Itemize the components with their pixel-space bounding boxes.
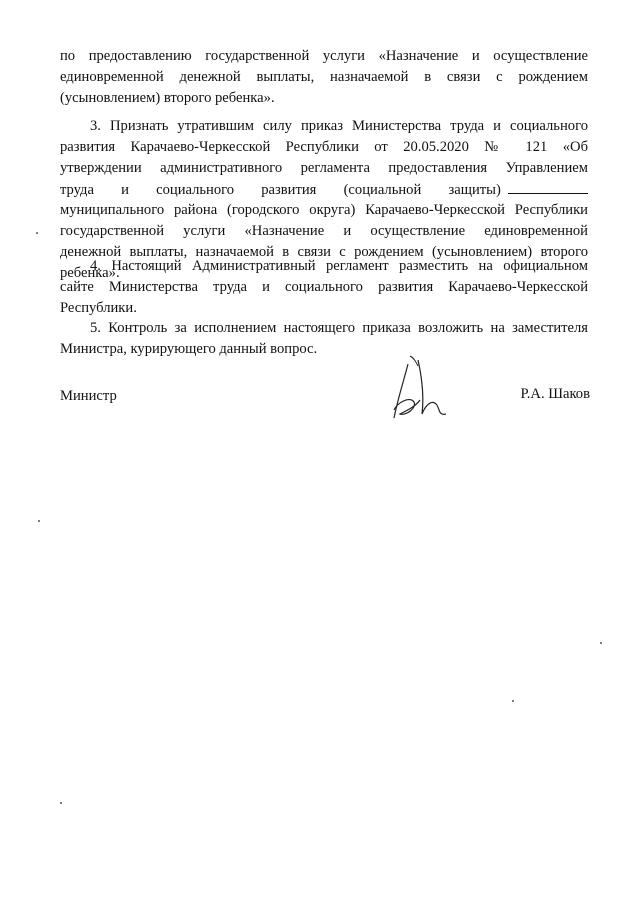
paragraph-5-line: 5. Контроль за исполнением настоящего приказа возложить на заместителя bbox=[90, 320, 588, 336]
paragraph-3-line-text: труда и социального развития (социальной защиты) bbox=[60, 182, 501, 198]
paragraph-3-line: 3. Признать утратившим силу приказ Министерства труда и социального bbox=[90, 118, 588, 134]
intro-line: единовременной денежной выплаты, назначаемой в связи с рождением bbox=[60, 69, 588, 85]
paragraph-3-line: государственной услуги «Назначение и осуществление единовременной bbox=[60, 223, 588, 239]
paragraph-3-line: утверждении административного регламента предоставления Управлением bbox=[60, 160, 588, 176]
signature-block bbox=[60, 386, 590, 416]
paragraph-3-line: денежной выплаты, назначаемой в связи с рождением (усыновлением) второго bbox=[60, 244, 588, 260]
scan-speck bbox=[60, 802, 62, 804]
intro-paragraph bbox=[60, 46, 588, 109]
paragraph-3-line: развития Карачаево-Черкесской Республики от 20.05.2020 № 121 «Об bbox=[60, 139, 588, 155]
signatory-title: Министр bbox=[60, 388, 117, 404]
scan-speck bbox=[36, 232, 38, 234]
paragraph-5-line: Министра, курирующего данный вопрос. bbox=[60, 341, 318, 357]
paragraph-3-line: ребенка». bbox=[60, 265, 120, 281]
paragraph-3-line: муниципального района (городского округа) Карачаево-Черкесской Республики bbox=[60, 202, 588, 218]
scan-speck bbox=[600, 642, 602, 644]
paragraph-3-line-with-blank bbox=[60, 179, 588, 200]
scan-speck bbox=[38, 520, 40, 522]
paragraph-4-line: 4. Настоящий Административный регламент разместить на официальном bbox=[90, 258, 588, 274]
paragraph-4-line: сайте Министерства труда и социального развития Карачаево-Черкесской bbox=[60, 279, 588, 295]
paragraph-5 bbox=[60, 318, 588, 360]
intro-line: по предоставлению государственной услуги «Назначение и осуществление bbox=[60, 48, 588, 64]
paragraph-4 bbox=[60, 256, 588, 319]
paragraph-4-line: Республики. bbox=[60, 300, 137, 316]
blank-fill-line bbox=[508, 179, 588, 194]
intro-line: (усыновлением) второго ребенка». bbox=[60, 90, 275, 106]
scan-speck bbox=[512, 700, 514, 702]
signatory-name: Р.А. Шаков bbox=[520, 386, 590, 402]
